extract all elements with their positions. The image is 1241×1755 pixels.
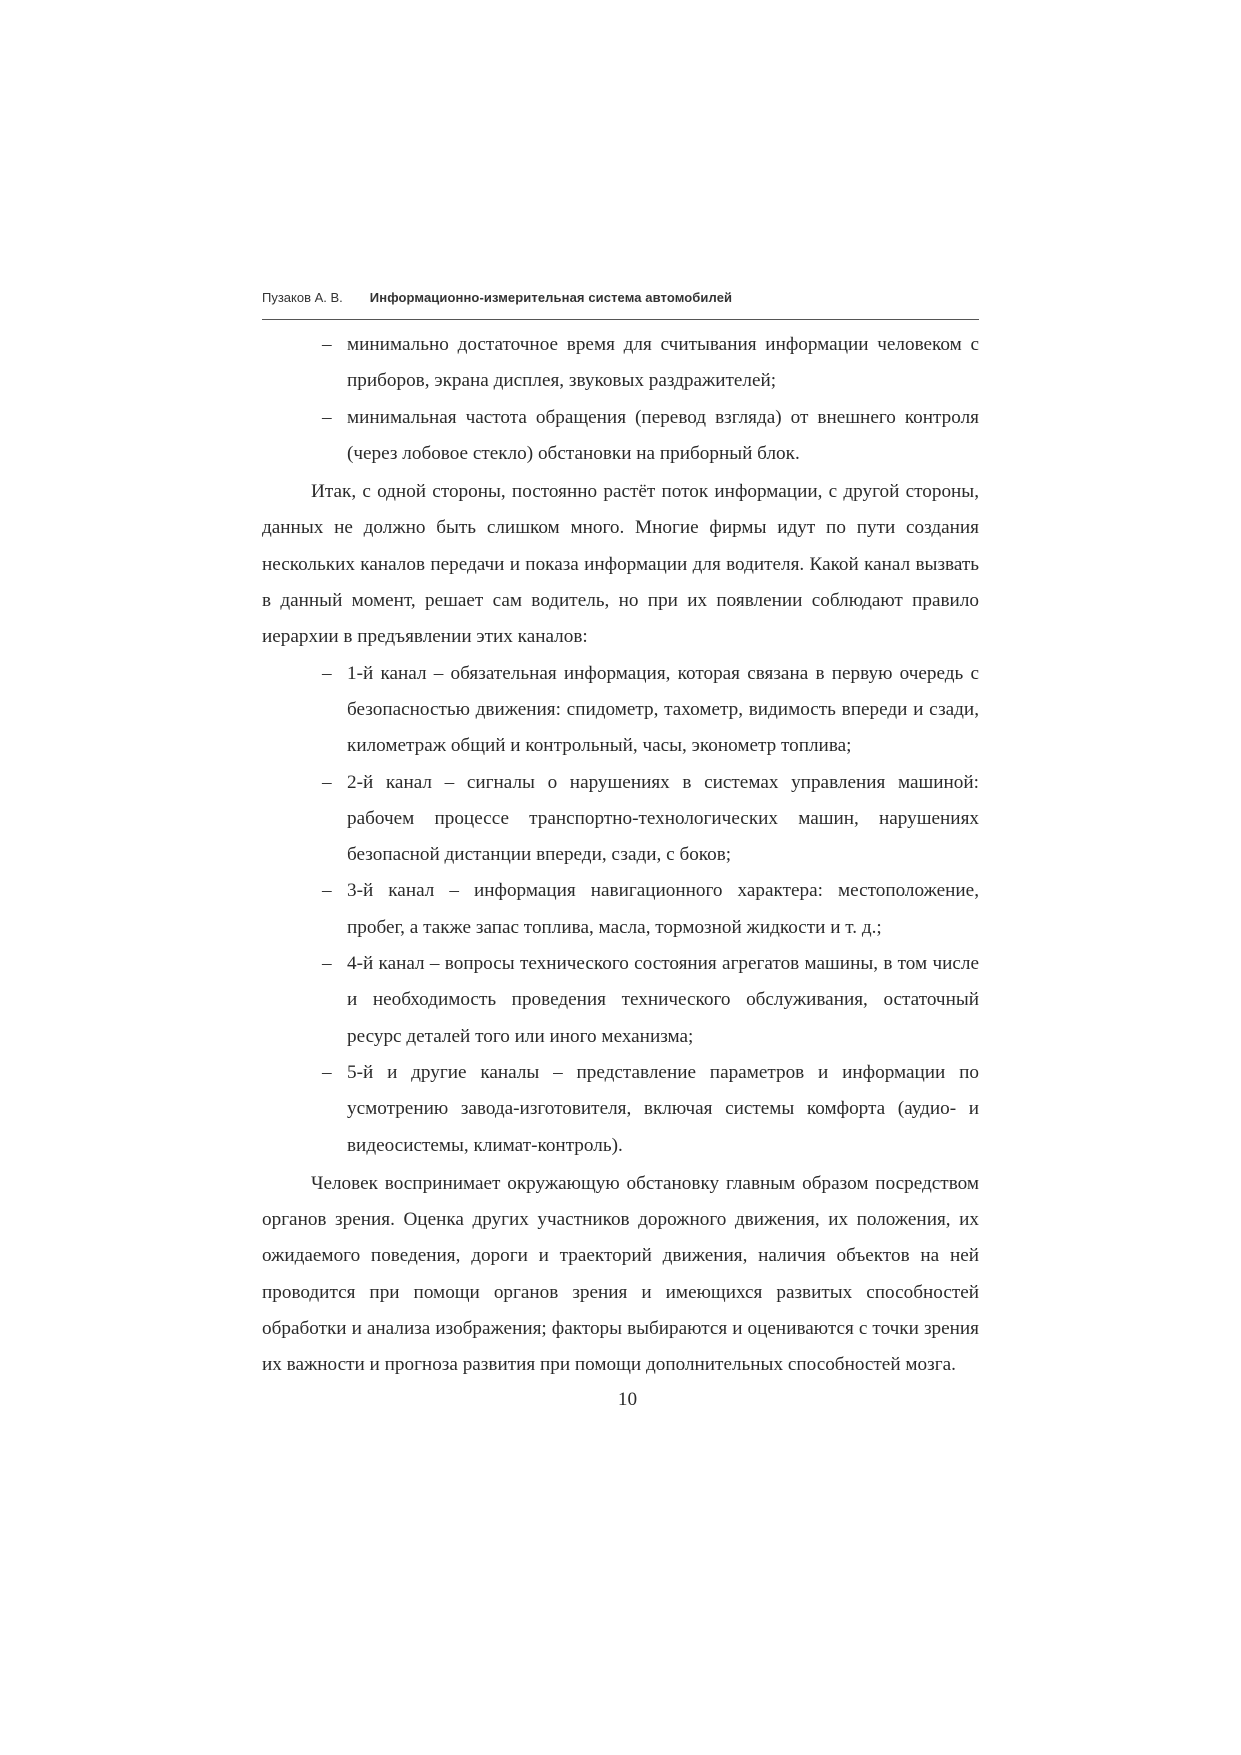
list-dash: – (322, 771, 332, 793)
list-item (262, 873, 979, 946)
header-title: Информационно-измерительная система автомобилей (369, 290, 733, 305)
list-item-text: 3-й канал – информация навигационного характера: местоположение, пробег, а также запас топлива, масла, тормозной жидкости и т. д.; (347, 880, 979, 938)
paragraph: Человек воспринимает окружающую обстановку главным образом посредством органов зрения. Оценка других участников дорожного движения, их положения, их ожидаемого поведения, дороги и траекторий движения, наличия объектов на ней проводится при помощи органов зрения и имеющихся развитых способностей обработки и анализа изображения; факторы выбираются и оцениваются с точки зрения их важности и прогноза развития при помощи дополнительных способностей мозга. (262, 1172, 979, 1376)
page-body (262, 327, 979, 1384)
list-item (262, 946, 979, 1055)
list-item (262, 327, 979, 400)
list-dash: – (322, 334, 332, 355)
running-header (262, 290, 979, 320)
list-item-text: 1-й канал – обязательная информация, которая связана в первую очередь с безопасностью движения: спидометр, тахометр, видимость впереди и сзади, километраж общий и контрольный, часы, эконометр топлива; (347, 662, 979, 757)
list-item (262, 765, 979, 874)
list-item-text: минимально достаточное время для считывания информации человеком с приборов, экрана дисплея, звуковых раздражителей; (347, 334, 979, 392)
list-item-text: 2-й канал – сигналы о нарушениях в системах управления машиной: рабочем процессе транспортно-технологических машин, нарушениях безопасной дистанции впереди, сзади, с боков; (347, 771, 979, 866)
header-author: Пузаков А. В. (262, 290, 343, 305)
list-dash: – (322, 880, 332, 902)
page-number: 10 (617, 1388, 638, 1410)
list-item (262, 656, 979, 765)
list-item-text: 4-й канал – вопросы технического состояния агрегатов машины, в том числе и необходимость проведения технического обслуживания, остаточный ресурс деталей того или иного механизма; (347, 953, 979, 1047)
paragraph: Итак, с одной стороны, постоянно растёт поток информации, с другой стороны, данных не должно быть слишком много. Многие фирмы идут по пути создания нескольких каналов передачи и показа информации для водителя. Какой канал вызвать в данный момент, решает сам водитель, но при их появлении соблюдают правило иерархии в предъявлении этих каналов: (262, 481, 979, 648)
list-item-text: 5-й и другие каналы – представление параметров и информации по усмотрению завода-изготовителя, включая системы комфорта (аудио- и видеосистемы, климат-контроль). (347, 1061, 979, 1156)
list-dash: – (322, 1061, 332, 1083)
list-dash: – (322, 406, 332, 428)
list-item (262, 400, 979, 473)
list-item-text: минимальная частота обращения (перевод взгляда) от внешнего контроля (через лобовое стекло) обстановки на приборный блок. (347, 406, 979, 464)
list-dash: – (322, 953, 332, 975)
list-item (262, 1055, 979, 1164)
document-page (262, 290, 979, 1411)
list-dash: – (322, 662, 332, 684)
